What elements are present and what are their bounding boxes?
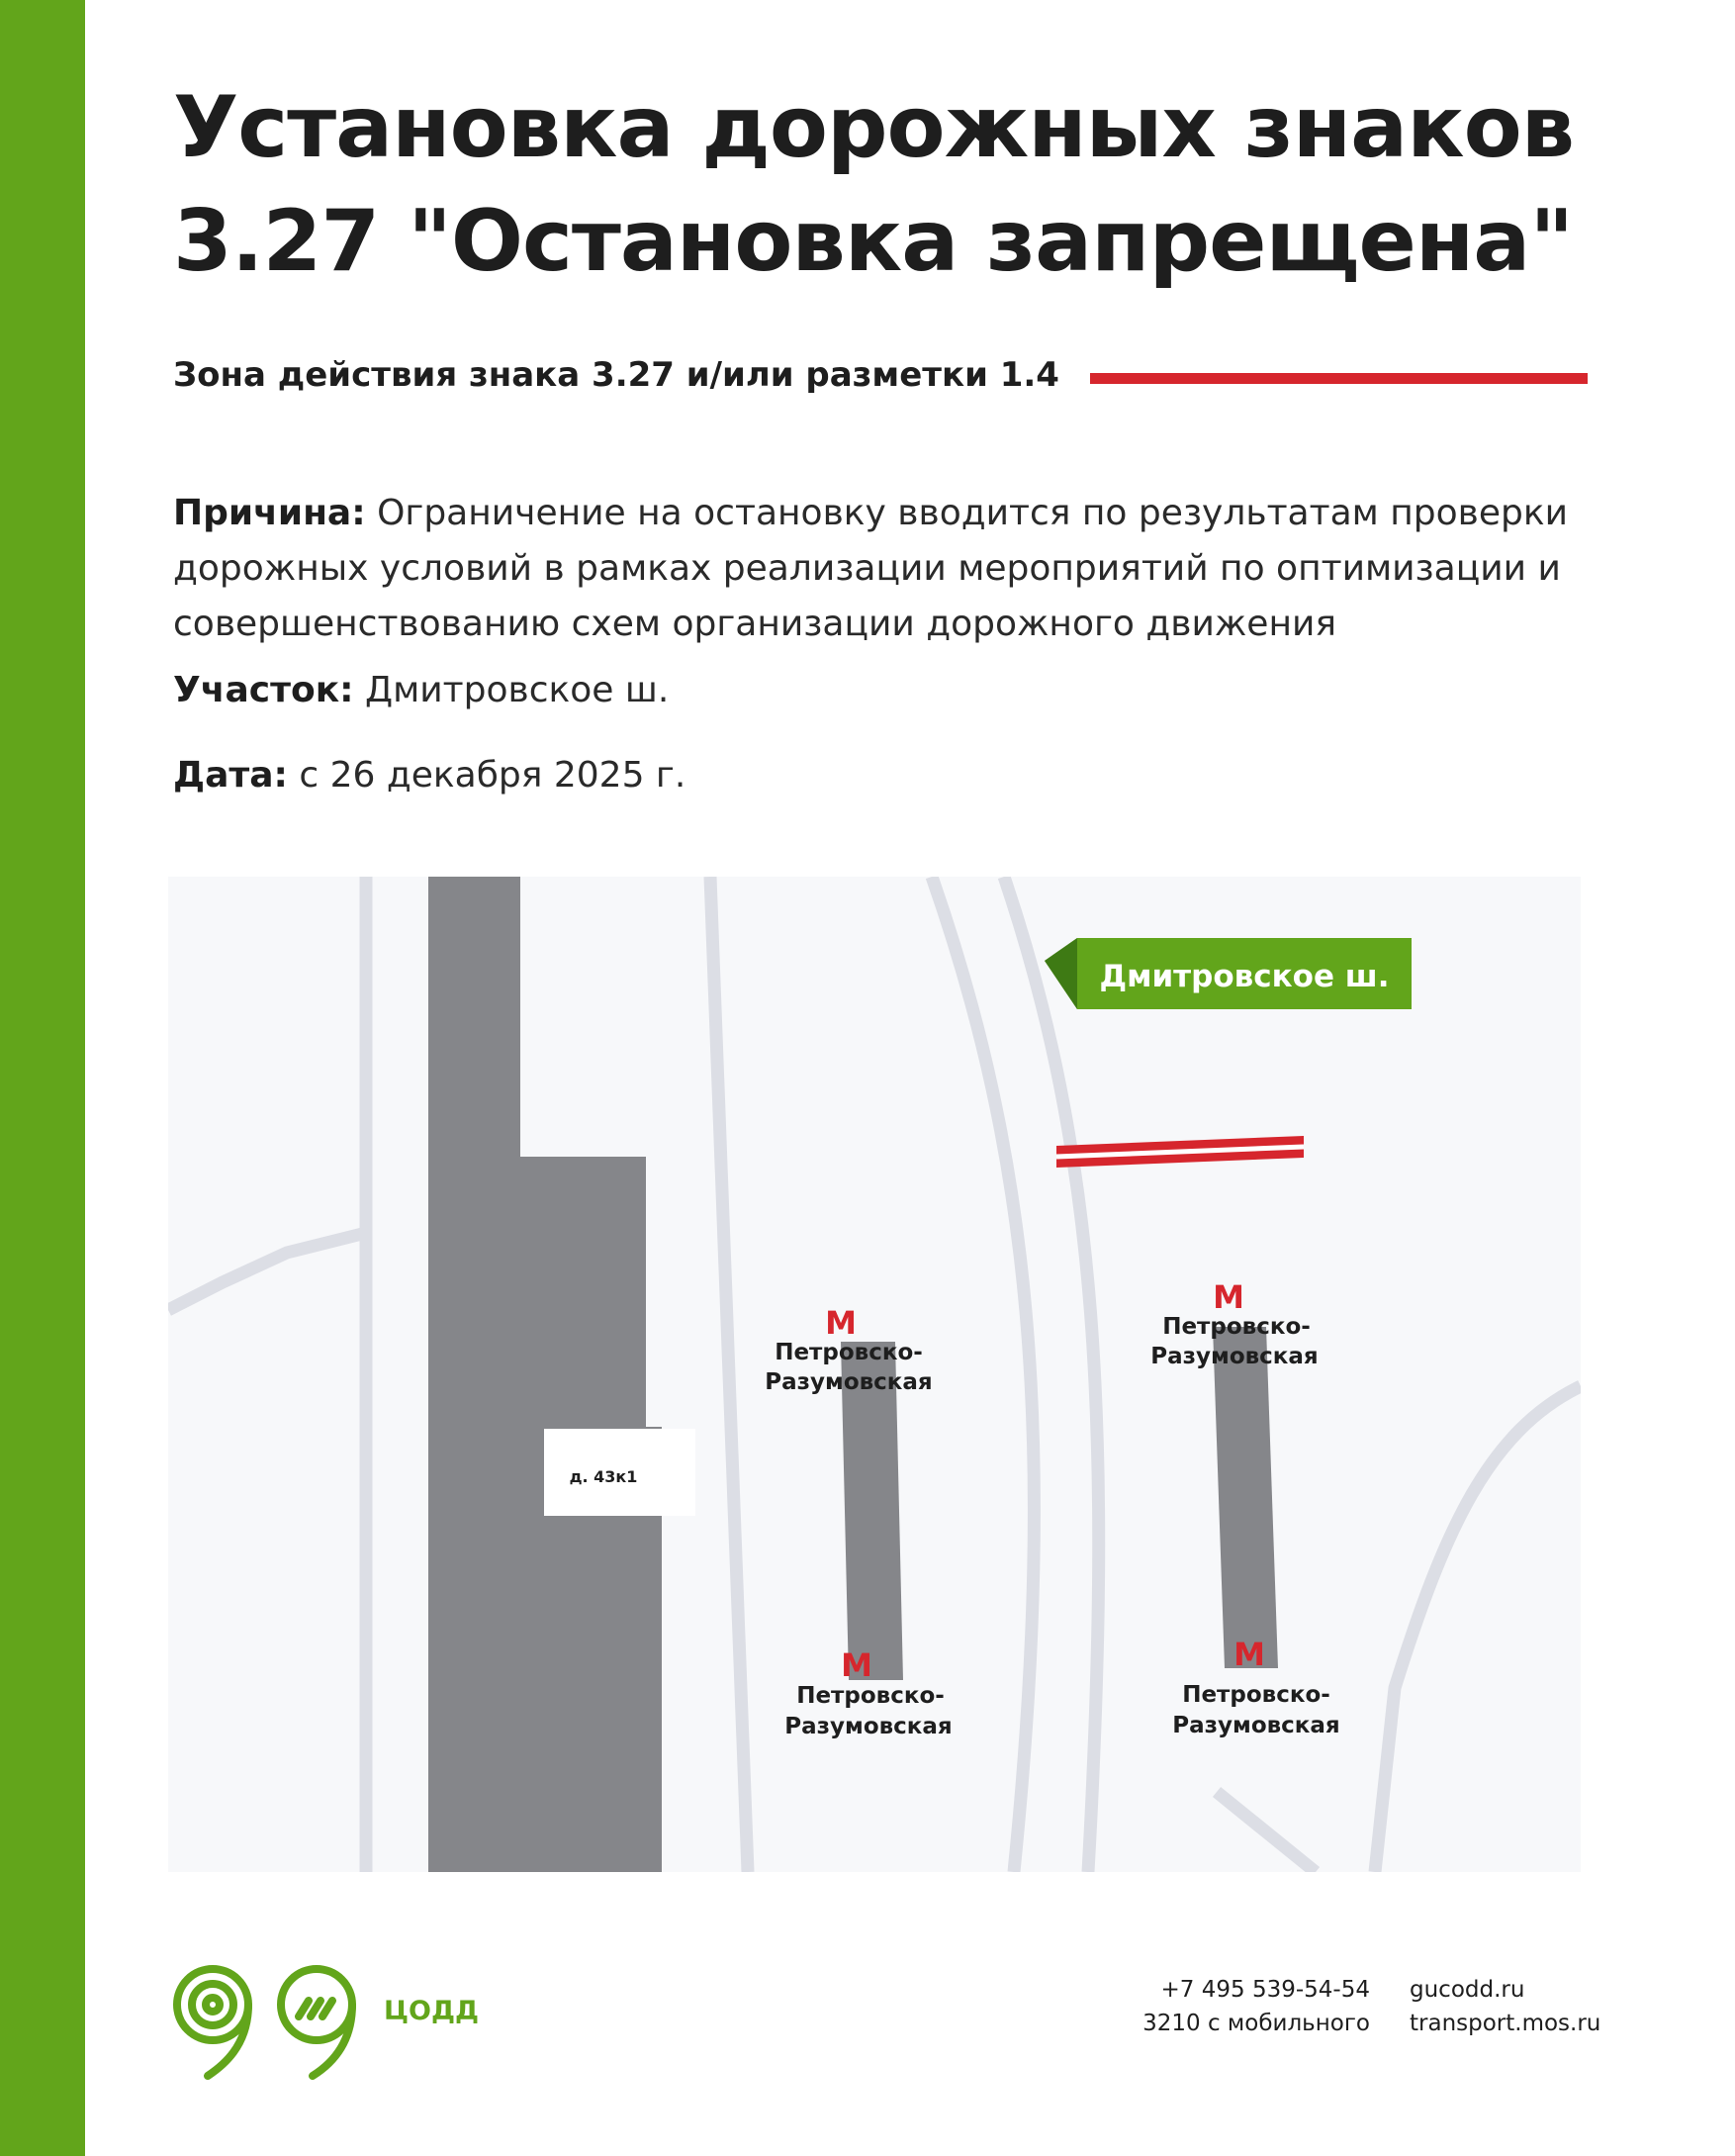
brand-side-bar [0,0,85,2156]
station-name-line2: Разумовская [784,1714,953,1739]
metro-icon: М [825,1304,857,1342]
footer-logos [168,1957,485,2086]
station-name-line1: Петровско- [775,1340,923,1365]
phone[interactable]: +7 495 539-54-54 [1160,1977,1370,2003]
building-label: д. 43к1 [569,1467,638,1486]
contacts-row-1 [1142,1973,1607,2007]
codd-logo-icon [281,1969,352,2076]
station-name-line1: Петровско- [1162,1314,1311,1340]
contacts-row-2 [1142,2007,1607,2040]
moscow-logo-icon [177,1969,248,2076]
footer-contacts [1142,1973,1607,2040]
metro-icon: М [1213,1278,1244,1316]
legend-zone-label: Зона действия знака 3.27 и/или разметки 1.4 [173,355,1059,395]
site-link-2[interactable]: transport.mos.ru [1410,2011,1601,2036]
station-name-line2: Разумовская [765,1369,933,1395]
section-paragraph [173,663,1598,718]
station-name-line2: Разумовская [1150,1344,1319,1369]
reason-text: Ограничение на остановку вводится по результатам проверки дорожных условий в рамках реализации мероприятий по оптимизации и совершенствованию схем организации дорожного движения [173,493,1569,644]
station-name-line2: Разумовская [1172,1713,1340,1738]
date-label: Дата: [173,755,288,796]
legend-zone-line [1090,373,1588,384]
metro-icon: М [841,1646,872,1684]
station-name-line1: Петровско- [796,1683,945,1709]
reason-label: Причина: [173,493,366,533]
road-tag-label: Дмитровское ш. [1099,959,1390,994]
section-text: Дмитровское ш. [364,670,670,710]
title-line-2: 3.27 "Остановка запрещена" [173,192,1574,291]
title-line-1: Установка дорожных знаков [173,78,1575,177]
metro-icon: М [1233,1636,1265,1673]
section-label: Участок: [173,670,354,710]
reason-paragraph [173,486,1598,652]
map [168,877,1581,1872]
date-paragraph [173,748,1598,803]
date-text: с 26 декабря 2025 г. [299,755,686,796]
road-name-tag [1045,938,1412,1009]
mobile-number: 3210 с мобильного [1142,2011,1370,2036]
page-title [173,71,1637,299]
site-link-1[interactable]: gucodd.ru [1410,1977,1525,2003]
logo-text: ЦОДД [384,1996,480,2026]
logo-svg [168,1957,485,2086]
station-name-line1: Петровско- [1182,1682,1330,1708]
map-svg [168,877,1581,1872]
